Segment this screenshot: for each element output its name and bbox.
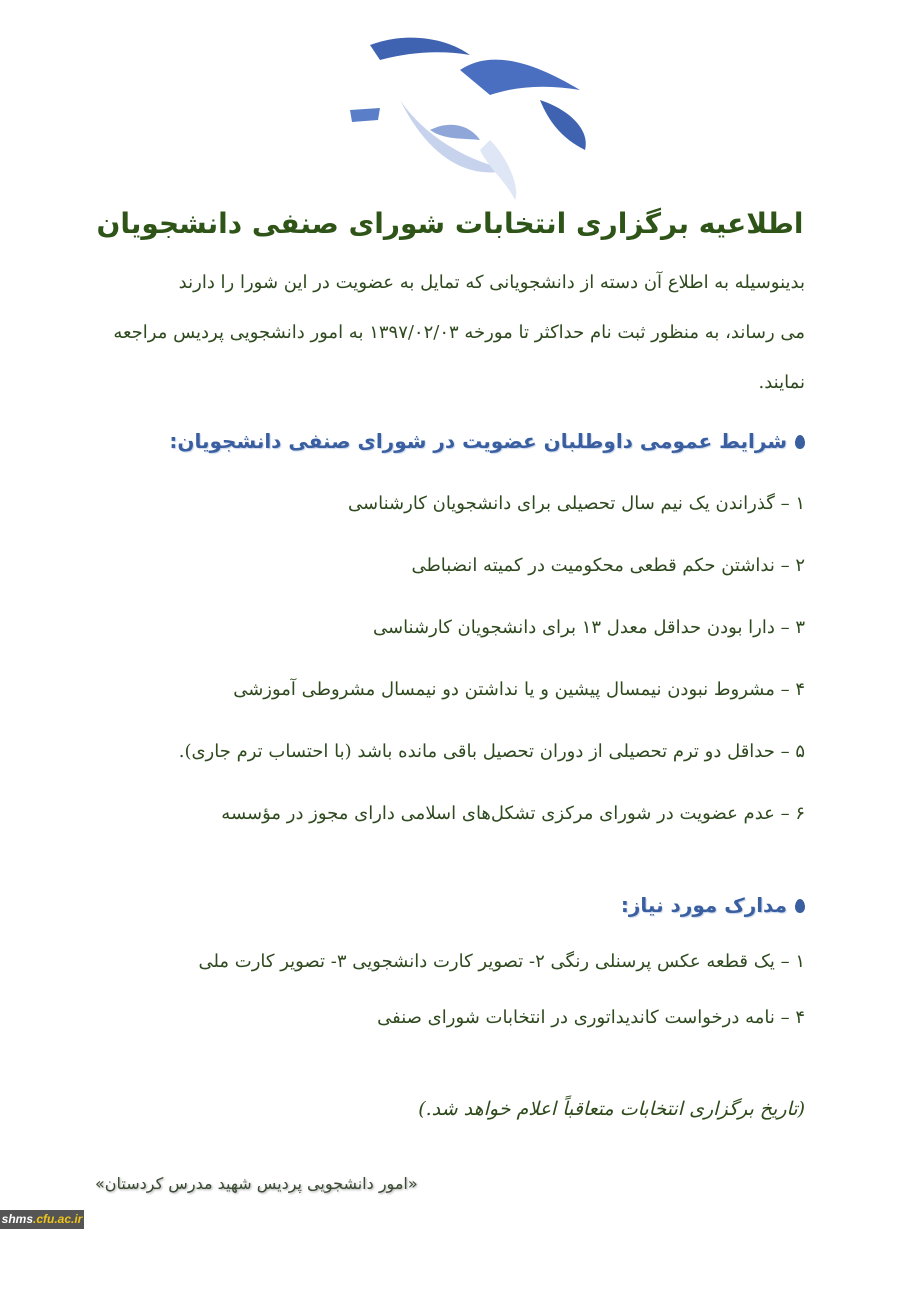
announcement-logo <box>340 30 600 200</box>
document-item: ۴ – نامه درخواست کاندیداتوری در انتخابات شورای صنفی <box>377 1007 805 1028</box>
conditions-section <box>60 426 840 828</box>
conditions-heading-text: شرایط عمومی داوطلبان عضویت در شورای صنفی دانشجویان: <box>169 429 787 453</box>
page-title: اطلاعیه برگزاری انتخابات شورای صنفی دانشجویان <box>96 207 804 240</box>
intro-paragraph <box>60 258 840 408</box>
documents-section <box>60 890 840 1032</box>
site-watermark <box>0 1210 84 1229</box>
condition-item: ۳ – دارا بودن حداقل معدل ۱۳ برای دانشجویان کارشناسی <box>372 617 805 638</box>
document-body <box>60 204 840 1196</box>
documents-heading <box>60 890 840 920</box>
watermark-domain: .cfu.ac.ir <box>33 1212 83 1226</box>
conditions-heading <box>60 426 840 456</box>
document-item: ۱ – یک قطعه عکس پرسنلی رنگی ۲- تصویر کارت دانشجویی ۳- تصویر کارت ملی <box>198 951 805 972</box>
condition-item: ۴ – مشروط نبودن نیمسال پیشین و یا نداشتن دو نیمسال مشروطی آموزشی <box>233 679 805 700</box>
documents-heading-text: مدارک مورد نیاز: <box>620 893 787 917</box>
condition-item: ۱ – گذراندن یک نیم سال تحصیلی برای دانشجویان کارشناسی <box>348 493 805 514</box>
condition-item: ۵ – حداقل دو ترم تحصیلی از دوران تحصیل باقی مانده باشد (با احتساب ترم جاری). <box>178 741 805 762</box>
drop-bullet-icon <box>795 435 805 449</box>
signature: «امور دانشجویی پردیس شهید مدرس کردستان» <box>95 1174 418 1193</box>
condition-item: ۲ – نداشتن حکم قطعی محکومیت در کمیته انضباطی <box>411 555 805 576</box>
condition-item: ۶ – عدم عضویت در شورای مرکزی تشکل‌های اسلامی دارای مجوز در مؤسسه <box>221 803 805 824</box>
watermark-part: shms <box>1 1212 33 1226</box>
intro-line: نمایند. <box>758 372 805 393</box>
drop-bullet-icon <box>795 899 805 913</box>
intro-line: می رساند، به منظور ثبت نام حداکثر تا مورخه ۱۳۹۷/۰۲/۰۳ به امور دانشجویی پردیس مراجعه <box>113 322 805 343</box>
election-date-note: (تاریخ برگزاری انتخابات متعاقباً اعلام خواهد شد.) <box>418 1098 805 1120</box>
intro-line: بدینوسیله به اطلاع آن دسته از دانشجویانی که تمایل به عضویت در این شورا را دارند <box>178 272 805 293</box>
